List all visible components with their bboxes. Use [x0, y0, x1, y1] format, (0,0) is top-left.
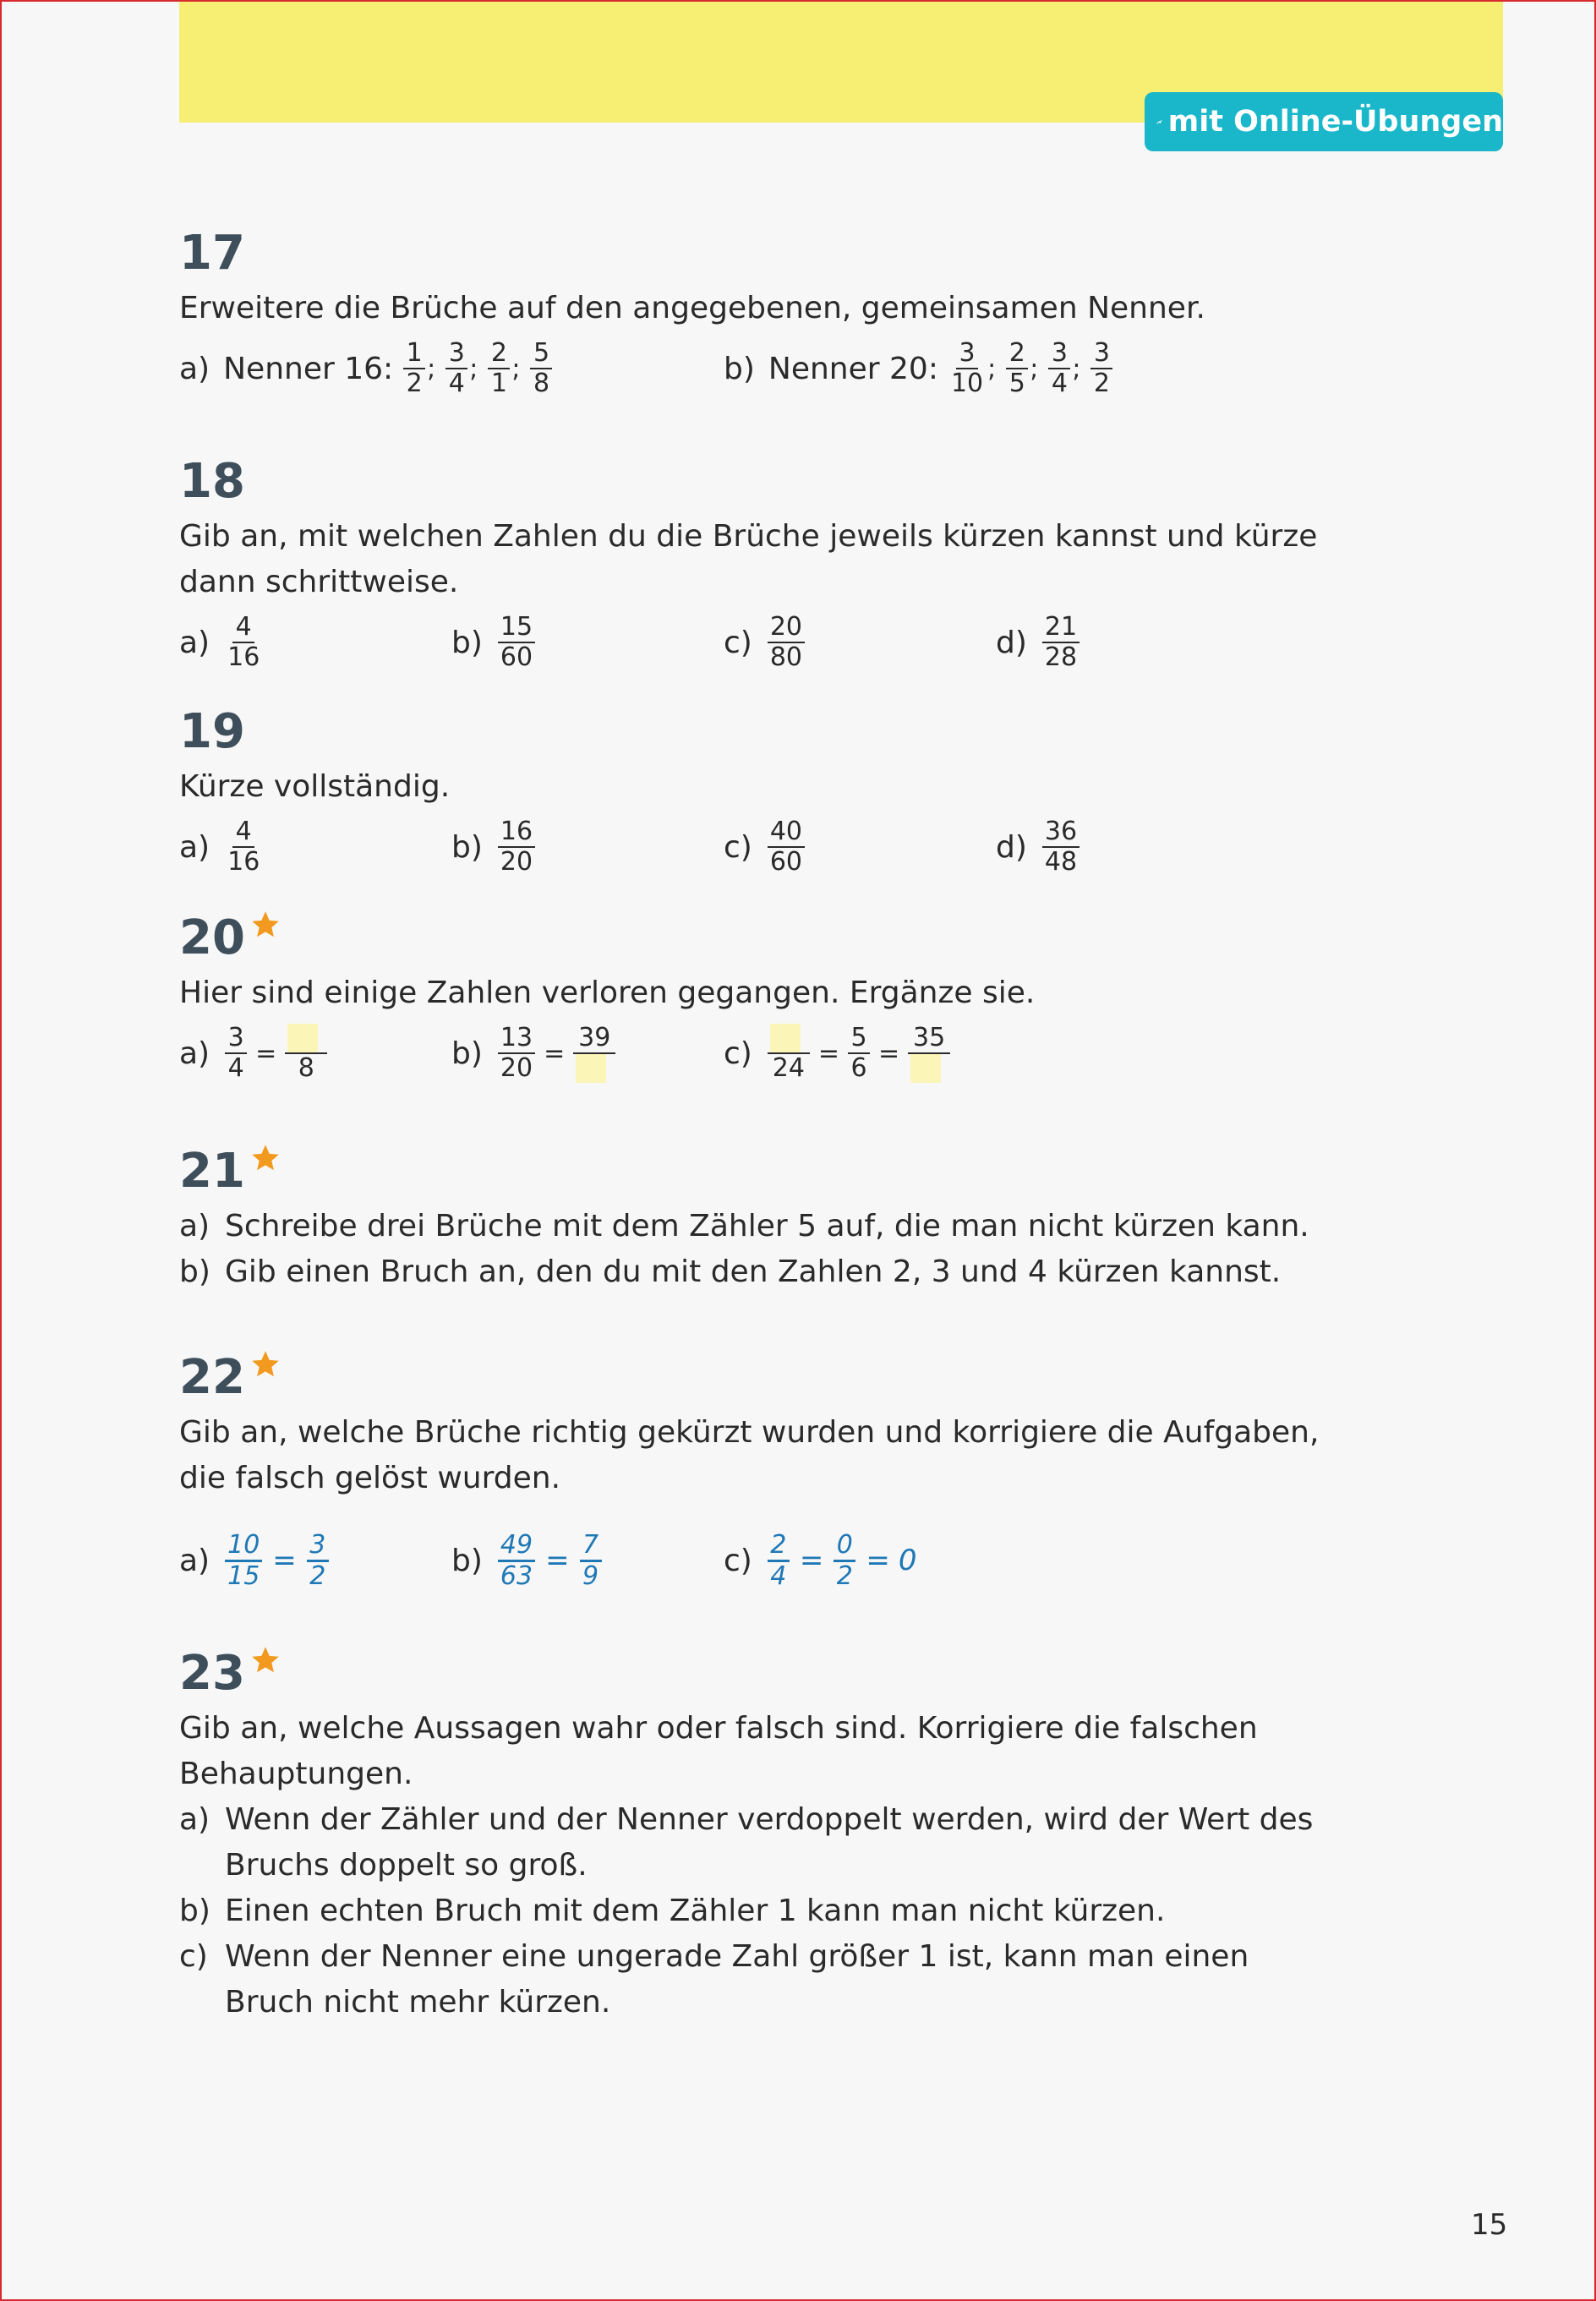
item-b: b) Nenner 20: $\frac{3}{10}$ ; $\frac{2}{5}$ ; $\frac{3}{4}$ ; $\frac{3}{2}$	[724, 335, 1114, 402]
task-list	[179, 1797, 1363, 2025]
fraction: 39	[573, 1024, 615, 1083]
blank-field[interactable]	[910, 1054, 941, 1083]
task-23	[179, 1646, 1363, 2025]
task-instruction: Kürze vollständig.	[179, 769, 451, 804]
task-number-text: 17	[179, 226, 245, 281]
fraction: $\frac{2}{1}$	[488, 339, 510, 398]
task-list	[179, 1204, 1363, 1295]
task-number-text: 18	[179, 454, 245, 509]
star-icon	[250, 1143, 281, 1173]
task-20	[179, 910, 1363, 1087]
blank-field[interactable]	[770, 1024, 801, 1052]
item-a: a) Nenner 16: $\frac{1}{2}$ ; $\frac{3}{4}$ ; $\frac{2}{1}$ ; $\frac{5}{8}$	[179, 335, 554, 402]
task-number	[179, 226, 1363, 281]
handwritten-result: 0	[898, 1544, 917, 1577]
item-text: Nenner 16:	[223, 351, 394, 386]
task-21	[179, 1144, 1363, 1295]
task-number	[179, 910, 1363, 965]
fraction: 24	[768, 1024, 810, 1083]
fraction: $\frac{1}{2}$	[403, 339, 425, 398]
item-a: a) $\frac{3}{4}$ = 8	[179, 1019, 329, 1087]
task-22	[179, 1350, 1363, 1594]
handwritten-fraction: $\frac{0}{2}$	[834, 1531, 855, 1591]
task-number-text: 23	[179, 1646, 245, 1701]
star-icon	[250, 910, 281, 940]
fraction: 8	[285, 1024, 327, 1083]
item-d: d) $\frac{36}{48}$	[996, 813, 1081, 881]
task-instruction: Erweitere die Brüche auf den angegebenen, gemeinsamen Nenner.	[179, 291, 1205, 325]
task-number	[179, 454, 1363, 509]
fraction: $\frac{20}{80}$	[768, 613, 805, 672]
paper-plane-icon	[1156, 105, 1163, 139]
handwritten-fraction: $\frac{10}{15}$	[225, 1531, 262, 1591]
item-a: a) $\frac{10}{15}$ = $\frac{3}{2}$	[179, 1527, 331, 1594]
item-a: a) $\frac{4}{16}$	[179, 813, 264, 881]
fraction: 35	[908, 1024, 950, 1083]
fraction: $\frac{4}{16}$	[227, 612, 260, 672]
fraction: $\frac{15}{60}$	[498, 613, 535, 672]
list-item: b) Einen echten Bruch mit dem Zähler 1 kann man nicht kürzen.	[179, 1894, 1166, 1928]
list-item: a) Schreibe drei Brüche mit dem Zähler 5 auf, die man nicht kürzen kann.	[179, 1209, 1309, 1243]
blank-field[interactable]	[576, 1054, 606, 1083]
item-label: b)	[724, 351, 755, 386]
item-a: a) $\frac{4}{16}$	[179, 609, 264, 676]
handwritten-fraction: $\frac{2}{4}$	[768, 1531, 790, 1591]
task-items	[179, 1019, 1363, 1087]
item-b: b) $\frac{49}{63}$ = $\frac{7}{9}$	[451, 1527, 604, 1594]
task-instruction	[179, 1410, 1363, 1501]
handwritten-fraction: $\frac{49}{63}$	[498, 1531, 535, 1591]
task-number	[179, 704, 1363, 759]
fraction: $\frac{40}{60}$	[768, 817, 805, 877]
fraction: $\frac{36}{48}$	[1042, 817, 1079, 877]
list-item: a) Wenn der Zähler und der Nenner verdoppelt werden, wird der Wert des Bruchs doppelt so groß.	[179, 1802, 1314, 1883]
instruction-line: Behauptungen.	[179, 1757, 413, 1791]
instruction-line: Gib an, welche Aussagen wahr oder falsch sind. Korrigiere die falschen	[179, 1711, 1258, 1746]
task-18	[179, 454, 1363, 676]
item-text: Nenner 20:	[768, 351, 938, 386]
fraction: $\frac{5}{8}$	[530, 339, 552, 398]
task-number	[179, 1646, 1363, 1701]
task-number	[179, 1144, 1363, 1199]
task-number	[179, 1350, 1363, 1405]
instruction-line: die falsch gelöst wurden.	[179, 1461, 561, 1495]
star-icon	[250, 1645, 281, 1675]
fraction: $\frac{21}{28}$	[1042, 613, 1079, 672]
handwritten-fraction: $\frac{3}{2}$	[307, 1531, 329, 1591]
instruction-line: Gib an, welche Brüche richtig gekürzt wurden und korrigiere die Aufgaben,	[179, 1415, 1320, 1450]
task-number-text: 19	[179, 704, 245, 759]
badge-label: mit Online-Übungen	[1167, 105, 1503, 139]
item-label: a)	[179, 351, 210, 386]
task-number-text: 22	[179, 1350, 245, 1405]
task-items	[179, 335, 1363, 402]
task-instruction: Hier sind einige Zahlen verloren gegangen. Ergänze sie.	[179, 976, 1036, 1010]
item-b: b) $\frac{16}{20}$	[451, 813, 537, 881]
handwritten-fraction: $\frac{7}{9}$	[580, 1531, 602, 1591]
fraction: $\frac{3}{2}$	[1090, 339, 1112, 398]
item-c: c) $\frac{40}{60}$	[724, 813, 806, 881]
task-instruction	[179, 514, 1363, 605]
fraction: $\frac{13}{20}$	[498, 1024, 535, 1083]
fraction: $\frac{16}{20}$	[498, 817, 535, 877]
item-c: c) 24 = $\frac{5}{6}$ = 35	[724, 1019, 952, 1087]
blank-field[interactable]	[287, 1024, 318, 1052]
star-icon	[250, 1349, 281, 1380]
task-19	[179, 704, 1363, 881]
item-b: b) $\frac{13}{20}$ = 39	[451, 1019, 617, 1087]
instruction-line: Gib an, mit welchen Zahlen du die Brüche jeweils kürzen kannst und kürze	[179, 519, 1318, 554]
task-number-text: 21	[179, 1144, 245, 1199]
task-items	[179, 609, 1363, 676]
page-number: 15	[1471, 2208, 1508, 2242]
fraction: $\frac{2}{5}$	[1006, 339, 1028, 398]
fraction: $\frac{5}{6}$	[848, 1024, 870, 1083]
item-c: c) $\frac{2}{4}$ = $\frac{0}{2}$ = 0	[724, 1529, 917, 1591]
task-instruction	[179, 1706, 1363, 1797]
task-number-text: 20	[179, 910, 245, 965]
fraction: $\frac{3}{4}$	[1048, 339, 1070, 398]
list-item: c) Wenn der Nenner eine ungerade Zahl größer 1 ist, kann man einen Bruch nicht mehr kürzen.	[179, 1939, 1249, 2020]
fraction: $\frac{4}{16}$	[227, 817, 260, 877]
instruction-line: dann schrittweise.	[179, 565, 459, 599]
task-items	[179, 813, 1363, 881]
fraction: $\frac{3}{4}$	[225, 1024, 247, 1083]
item-c: c) $\frac{20}{80}$	[724, 609, 806, 676]
task-items	[179, 1527, 1363, 1594]
item-d: d) $\frac{21}{28}$	[996, 609, 1081, 676]
online-exercises-badge[interactable]	[1145, 92, 1503, 151]
fraction: $\frac{3}{10}$	[950, 338, 984, 398]
item-b: b) $\frac{15}{60}$	[451, 609, 537, 676]
task-17	[179, 226, 1363, 402]
list-item: b) Gib einen Bruch an, den du mit den Zahlen 2, 3 und 4 kürzen kannst.	[179, 1254, 1282, 1289]
fraction: $\frac{3}{4}$	[445, 339, 467, 398]
